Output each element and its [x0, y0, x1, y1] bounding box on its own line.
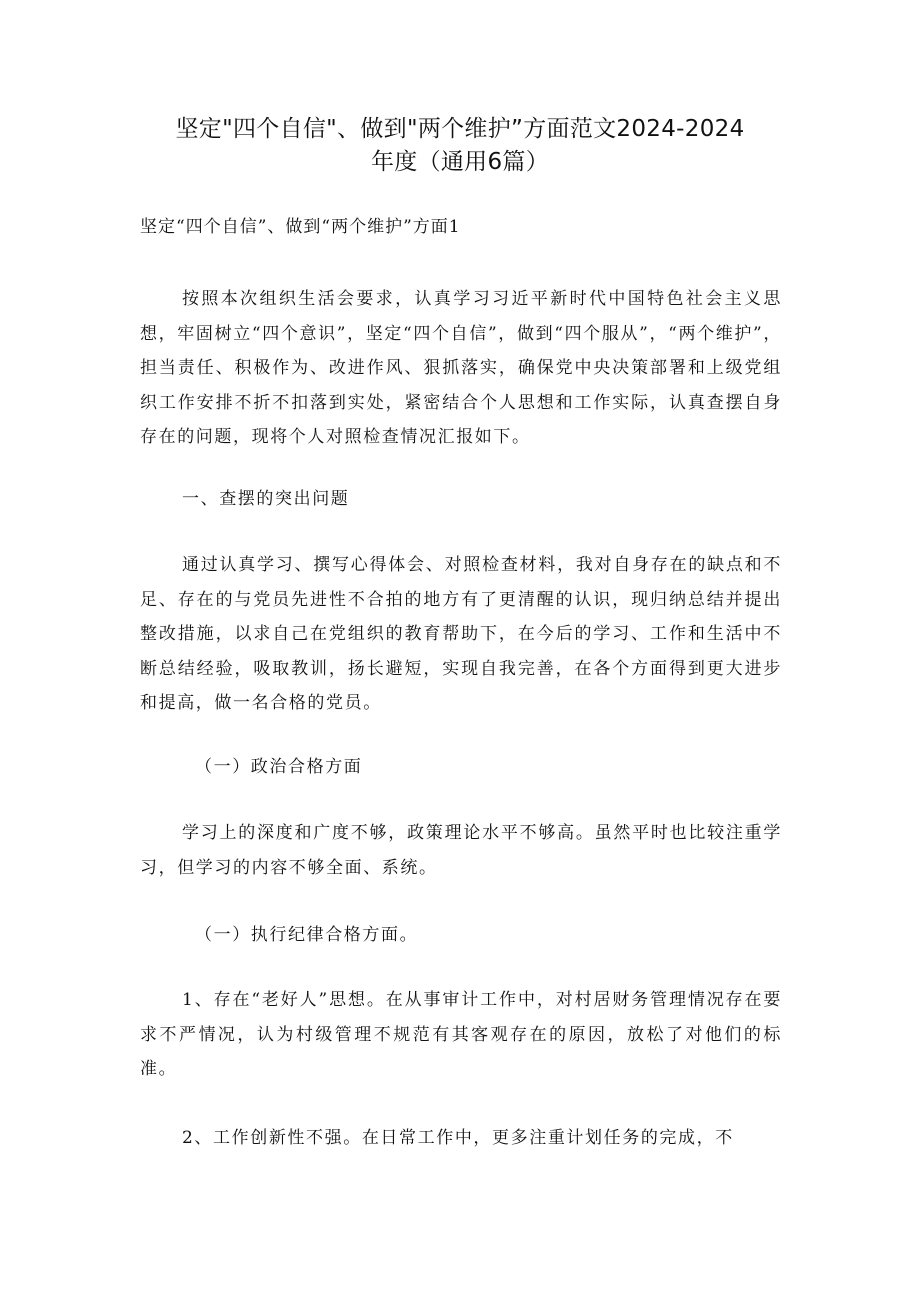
list-item-1: 1、存在“老好人”思想。在从事审计工作中，对村居财务管理情况存在要求不严情况，认为村级管理不规范有其客观存在的原因，放松了对他们的标准。: [140, 990, 782, 1079]
subsection-heading-discipline: （一）执行纪律合格方面。: [195, 925, 419, 945]
section-body-paragraph: 通过认真学习、撰写心得体会、对照检查材料，我对自身存在的缺点和不足、存在的与党员先进性不合拍的地方有了更清醒的认识，现归纳总结并提出整改措施，以求自己在党组织的教育帮助下，在今后的学习、工作和生活中不断总结经验，吸取教训，扬长避短，实现自我完善，在各个方面得到更大进步和提高，做一名合格的党员。: [140, 555, 782, 713]
intro-paragraph: 按照本次组织生活会要求，认真学习习近平新时代中国特色社会主义思想，牢固树立“四个意识”，坚定“四个自信”，做到“四个服从”，“两个维护”，担当责任、积极作为、改进作风、狠抓落实，确保党中央决策部署和上级党组织工作安排不折不扣落到实处，紧密结合个人思想和工作实际，认真查摆自身存在的问题，现将个人对照检查情况汇报如下。: [140, 289, 782, 447]
document-title-line2: 年度（通用6篇）: [370, 149, 550, 175]
list-item-2: 2、工作创新性不强。在日常工作中，更多注重计划任务的完成，不: [182, 1128, 734, 1148]
section-heading-problems: 一、查摆的突出问题: [182, 489, 350, 509]
subsection-heading-political: （一）政治合格方面: [195, 757, 363, 777]
document-title-line1: 坚定"四个自信"、做到"两个维护”方面范文2024-2024: [175, 116, 745, 142]
subsection-body-political: 学习上的深度和广度不够，政策理论水平不够高。虽然平时也比较注重学习，但学习的内容不够全面、系统。: [140, 823, 782, 878]
section-subtitle: 坚定“四个自信”、做到“两个维护”方面1: [140, 217, 461, 237]
